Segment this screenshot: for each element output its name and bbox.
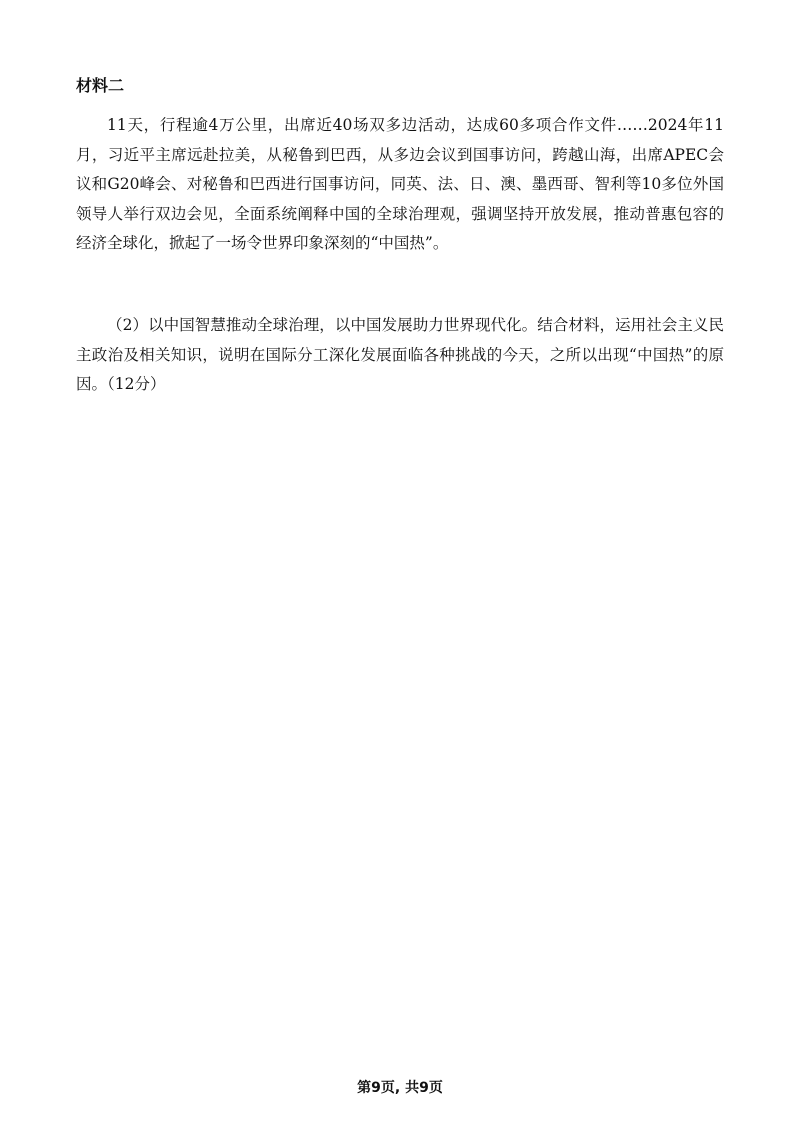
material-title: 材料二 bbox=[76, 76, 125, 95]
page-number: 第9页, 共9页 bbox=[357, 1080, 443, 1096]
question-text: （2）以中国智慧推动全球治理，以中国发展助力世界现代化。结合材料，运用社会主义民主政治及相关知识，说明在国际分工深化发展面临各种挑战的今天，之所以出现“中国热”的原因。（12分） bbox=[76, 316, 724, 393]
material-paragraph: 11天，行程逾4万公里，出席近40场双多边活动，达成60多项合作文件……2024年11月，习近平主席远赴拉美，从秘鲁到巴西，从多边会议到国事访问，跨越山海，出席APEC会议和G20峰会、对秘鲁和巴西进行国事访问，同英、法、日、澳、墨西哥、智利等10多位外国领导人举行双边会见，全面系统阐释中国的全球治理观，强调坚持开放发展，推动普惠包容的经济全球化，掀起了一场令世界印象深刻的“中国热”。 bbox=[76, 116, 724, 252]
